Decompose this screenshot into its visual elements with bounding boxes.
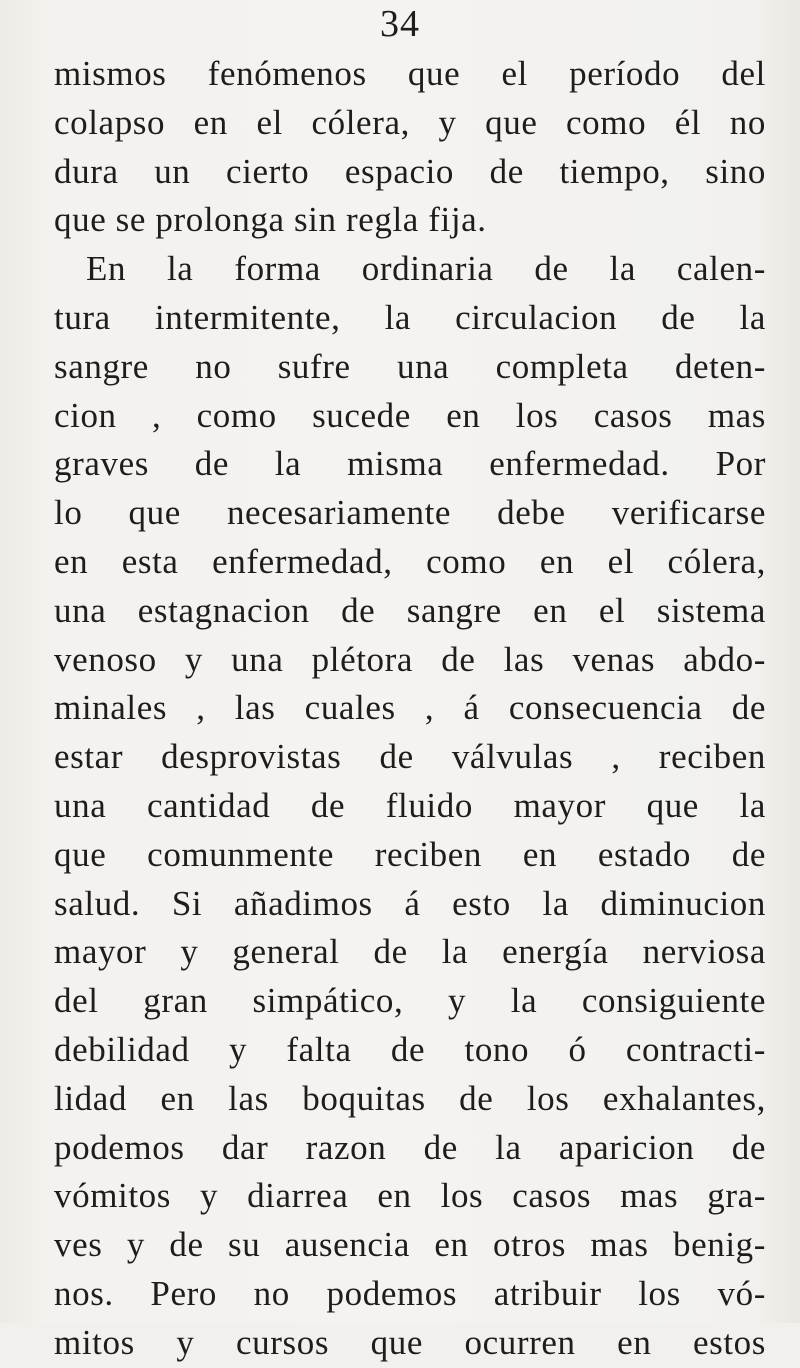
page-number: 34: [380, 3, 420, 45]
text-line: cion , como sucede en los casos mas: [54, 395, 766, 435]
text-line: vómitos y diarrea en los casos mas gra-: [54, 1176, 766, 1216]
text-line: mayor y general de la energía nerviosa: [54, 932, 766, 972]
text-line: que comunmente reciben en estado de: [54, 834, 766, 874]
text-line: en esta enfermedad, como en el cólera,: [54, 541, 766, 581]
text-line: nos. Pero no podemos atribuir los vó-: [54, 1273, 766, 1313]
text-line: debilidad y falta de tono ó contracti-: [54, 1029, 766, 1069]
text-line: mitos y cursos que ocurren en estos: [54, 1322, 766, 1362]
text-line: En la forma ordinaria de la calen-: [86, 249, 766, 289]
text-line: del gran simpático, y la consiguiente: [54, 981, 766, 1021]
text-line: salud. Si añadimos á esto la diminucion: [54, 883, 766, 923]
text-line: ves y de su ausencia en otros mas benig-: [54, 1225, 766, 1265]
text-line: sangre no sufre una completa deten-: [54, 346, 766, 386]
text-line: lo que necesariamente debe verificarse: [54, 493, 766, 533]
body-text: [54, 50, 766, 1368]
text-line: minales , las cuales , á consecuencia de: [54, 688, 766, 728]
text-line: lidad en las boquitas de los exhalantes,: [54, 1078, 766, 1118]
text-line: estar desprovistas de válvulas , reciben: [54, 737, 766, 777]
text-line: venoso y una plétora de las venas abdo-: [54, 639, 766, 679]
text-line: una estagnacion de sangre en el sistema: [54, 590, 766, 630]
text-line: que se prolonga sin regla fija.: [54, 200, 487, 240]
text-line: una cantidad de fluido mayor que la: [54, 785, 766, 825]
text-line: tura intermitente, la circulacion de la: [54, 297, 766, 337]
text-line: graves de la misma enfermedad. Por: [54, 444, 766, 484]
text-line: podemos dar razon de la aparicion de: [54, 1127, 766, 1167]
text-line: mismos fenómenos que el período del: [54, 54, 766, 93]
text-line: colapso en el cólera, y que como él no: [54, 102, 766, 142]
text-line: dura un cierto espacio de tiempo, sino: [54, 151, 766, 191]
